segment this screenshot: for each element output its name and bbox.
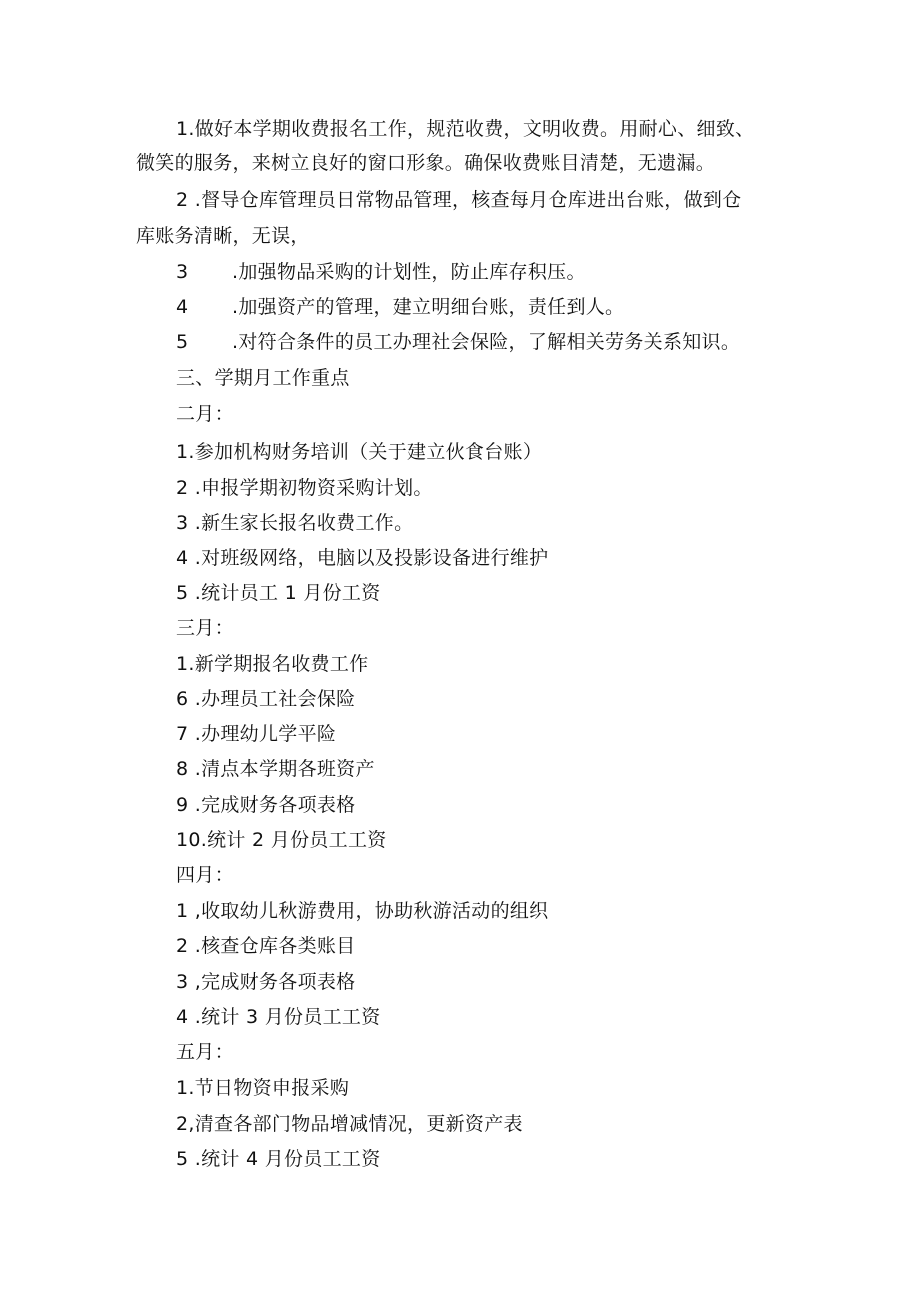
list-item: 7 .办理幼儿学平险 (176, 723, 337, 745)
list-item: 4 .统计 3 月份员工工资 (176, 1006, 381, 1028)
duty-1-number: 1. (176, 118, 195, 140)
list-item: 1.参加机构财务培训（关于建立伙食台账） (176, 441, 543, 463)
duty-5-number: 5 (176, 331, 189, 353)
list-item: 4 .对班级网络，电脑以及投影设备进行维护 (176, 547, 549, 569)
month-heading: 四月： (176, 864, 234, 886)
list-item: 5 .统计 4 月份员工工资 (176, 1148, 381, 1170)
duty-2-line-1 (176, 188, 741, 212)
section-title: 三、学期月工作重点 (176, 367, 350, 389)
month-heading: 五月： (176, 1041, 234, 1063)
duty-5-text: .对符合条件的员工办理社会保险，了解相关劳务关系知识。 (232, 331, 741, 353)
list-item: 9 .完成财务各项表格 (176, 794, 356, 816)
list-item: 2,清查各部门物品增减情况，更新资产表 (176, 1113, 523, 1135)
duty-5-line (176, 330, 740, 354)
list-item: 8 .清点本学期各班资产 (176, 758, 375, 780)
duty-3-line (176, 260, 586, 284)
list-item: 1.新学期报名收费工作 (176, 653, 369, 675)
duty-1-text: 做好本学期收费报名工作，规范收费，文明收费。用耐心、细致、 (194, 118, 755, 140)
duty-2-number: 2 (176, 189, 189, 211)
duty-4-text: .加强资产的管理，建立明细台账，责任到人。 (232, 296, 625, 318)
duty-1-line-1 (176, 117, 754, 141)
list-item: 1.节日物资申报采购 (176, 1077, 350, 1099)
list-item: 3 .新生家长报名收费工作。 (176, 512, 414, 534)
list-item: 5 .统计员工 1 月份工资 (176, 582, 381, 604)
list-item: 6 .办理员工社会保险 (176, 688, 356, 710)
duty-3-text: .加强物品采购的计划性，防止库存积压。 (232, 261, 586, 283)
list-item: 2 .核查仓库各类账目 (176, 935, 356, 957)
duty-1-line-2: 微笑的服务，来树立良好的窗口形象。确保收费账目清楚，无遗漏。 (136, 152, 716, 174)
list-item: 1 ,收取幼儿秋游费用，协助秋游活动的组织 (176, 900, 549, 922)
duty-4-number: 4 (176, 296, 189, 318)
duty-2-line-2: 库账务清晰，无误， (136, 225, 310, 247)
list-item: 10.统计 2 月份员工工资 (176, 829, 387, 851)
duty-3-number: 3 (176, 261, 189, 283)
list-item: 2 .申报学期初物资采购计划。 (176, 477, 433, 499)
list-item: 3 ,完成财务各项表格 (176, 971, 356, 993)
duty-2-text: .督导仓库管理员日常物品管理，核查每月仓库进出台账，做到仓 (188, 189, 742, 211)
duty-4-line (176, 295, 624, 319)
month-heading: 二月： (176, 403, 234, 425)
month-heading: 三月： (176, 617, 234, 639)
